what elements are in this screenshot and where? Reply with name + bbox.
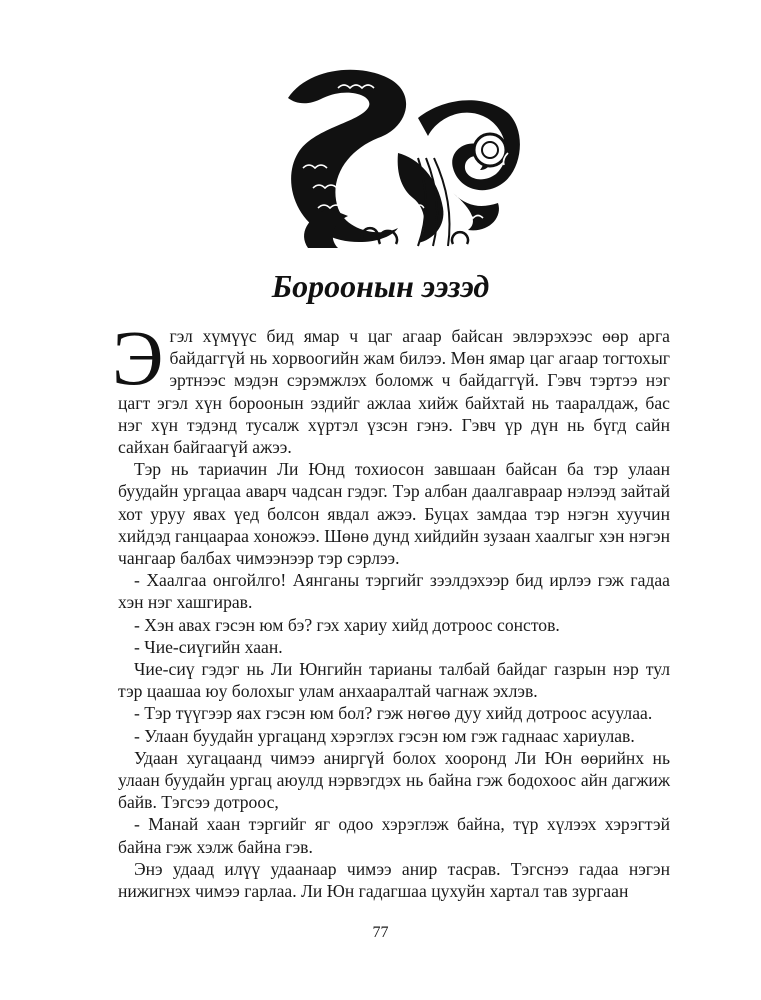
paragraph-8: - Улаан буудайн ургацанд хэрэглэх гэсэн юм гэж гаднаас хариулав. bbox=[134, 725, 635, 746]
drop-cap: Э bbox=[112, 314, 164, 401]
paragraph-1 bbox=[112, 314, 670, 458]
paragraph-11: Энэ удаад илүү удаанаар чимээ анир тасрав. Тэгснээ гадаа нэгэн нижигнэх чимээ гарлаа. Ли Юн гадагшаа цухуйн хартал тав зургаан bbox=[118, 858, 670, 902]
page-number: 77 bbox=[372, 924, 389, 941]
paragraph-5: - Чие-сиүгийн хаан. bbox=[134, 636, 283, 657]
paragraph-10: - Манай хаан тэргийг яг одоо хэрэглэж байна, түр хүлээх хэрэгтэй байна гэж хэлж байна гэв. bbox=[118, 814, 670, 857]
dragon-illustration bbox=[268, 58, 528, 254]
paragraph-text: гэл хүмүүс бид ямар ч цаг агаар байсан эвлэрэхээс өөр арга байдаггүй нь хорвоогийн жам билээ. Мөн ямар цаг агаар тогтохыг эртнээс мэдэн сэрэмжлэх боломж ч байдаггүй. Гэвч тэртээ нэг цагт эгэл хүн бороонын эздийг ажлаа хийж байхтай нь таaралдаж, бас нэг хүн тэдэнд тусалж хүртэл үзсэн гэнэ. Гэвч үр дүн нь бүгд сайн сайхан байгаагүй ажээ. bbox=[118, 326, 670, 458]
paragraph-6: Чие-сиү гэдэг нь Ли Юнгийн тарианы талбай байдаг газрын нэр тул тэр цаашаа юу болохыг улам анхааралтай чагнаж эхлэв. bbox=[118, 659, 670, 702]
paragraph-2: Тэр нь тариачин Ли Юнд тохиосон завшаан байсан ба тэр улаан буудайн ургацаа аварч чадсан гэдэг. Тэр албан даалгавраар нэлээд зайтай хот уруу явах үед болсон явдал ажээ. Буцах замдаа тэр нэгэн хуучин хийдэд ганцаараа хоножээ. Шөнө дунд хийдийн зузаан хаалгыг хэн нэгэн чангаар балбах чимээнээр тэр сэрлээ. bbox=[118, 459, 670, 569]
dragon-woodcut-image bbox=[268, 58, 528, 254]
paragraph-7: - Тэр түүгээр яах гэсэн юм бол? гэж нөгөө дуу хийд дотроос асуулаа. bbox=[134, 703, 653, 724]
paragraph-4: - Хэн авах гэсэн юм бэ? гэх хариу хийд дотроос сонстов. bbox=[134, 614, 560, 635]
paragraph-3: - Хаалгаа онгойлго! Аянганы тэргийг зээлдэхээр бид ирлээ гэж гадаа хэн нэг хашгирав. bbox=[118, 570, 670, 613]
story-body bbox=[112, 314, 670, 902]
page-title: Бороонын ээзэд bbox=[271, 268, 490, 304]
paragraph-9: Удаан хугацаанд чимээ аниргүй болох хооронд Ли Юн өөрийнх нь улаан буудайн ургац аюулд нэрвэгдэх нь байна гэж бодохоос айн дагжиж байв. Тэгсээ дотроос, bbox=[118, 747, 670, 813]
